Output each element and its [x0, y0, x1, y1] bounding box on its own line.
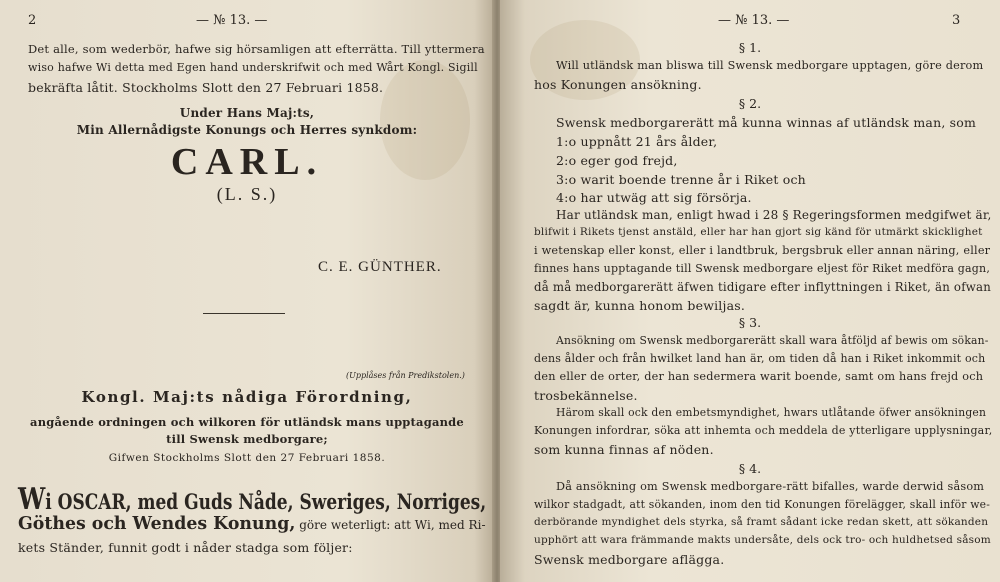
s2-line-10: då må medborgarerätt äfwen tidigare efter inflyttningen i Riket, än ofwan	[534, 280, 991, 294]
seal-mark: (L. S.)	[216, 184, 278, 204]
left-text-line-2: wiso hafwe Wi detta med Egen hand underskrifwit och med Wårt Kongl. Sigill	[28, 61, 478, 74]
left-page	[0, 0, 494, 582]
left-page-header: — № 13. —	[196, 13, 268, 28]
section-1-title: § 1.	[738, 40, 762, 55]
s4-line-2: wilkor stadgadt, att sökanden, inom den tid Konungen förelägger, skall inför we-	[534, 498, 991, 511]
countersignature: C. E. GÜNTHER.	[318, 259, 442, 275]
s1-line-1: Will utländsk man bliswa till Swensk medborgare upptagen, göre derom	[556, 59, 984, 72]
ordinance-subtitle-1: angående ordningen och wilkoren för utländsk mans upptagande	[30, 415, 464, 429]
s4-line-5: Swensk medborgare aflägga.	[534, 552, 725, 567]
source-note: (Upplåses från Predikstolen.)	[346, 371, 465, 380]
section-4-title: § 4.	[738, 461, 762, 476]
royal-signature: CARL.	[170, 141, 324, 183]
s4-line-1: Då ansökning om Swensk medborgare-rätt bifalles, warde derwid såsom	[556, 480, 985, 493]
under-line-2: Min Allernådigste Konungs och Herres synkdom:	[76, 123, 418, 137]
intro-line-2-rest: göre weterligt: att Wi, med Ri-	[295, 517, 486, 532]
s2-line-7: blifwit i Rikets tjenst anstäld, eller har han gjort sig känd för utmärkt skicklighet	[534, 226, 983, 238]
s3-line-4: trosbekännelse.	[534, 388, 638, 403]
s2-line-2: 1:o uppnått 21 års ålder,	[556, 134, 718, 149]
s3-line-1: Ansökning om Swensk medborgarerätt skall wara åtföljd af bewis om sökan-	[556, 334, 989, 347]
s2-line-8: i wetenskap eller konst, eller i landtbruk, bergsbruk eller annan näring, eller	[534, 244, 991, 257]
right-page	[500, 0, 1000, 582]
s3-line-5: Härom skall ock den embetsmyndighet, hwars utlåtande öfwer ansökningen	[556, 406, 987, 419]
s3-line-3: den eller de orter, der han sedermera warit boende, samt om hans frejd och	[534, 370, 984, 383]
divider-rule	[203, 313, 285, 314]
intro-line-2-big: Göthes och Wendes Konung,	[18, 513, 296, 534]
s3-line-7: som kunna finnas af nöden.	[534, 442, 714, 457]
left-page-number: 2	[28, 13, 37, 28]
left-text-line-1: Det alle, som wederbör, hafwe sig hörsamligen att efterrätta. Till yttermera	[28, 42, 485, 56]
ordinance-title: Kongl. Maj:ts nådiga Förordning,	[81, 388, 413, 406]
intro-initial: W	[18, 482, 46, 517]
section-2-title: § 2.	[738, 96, 762, 111]
right-page-number: 3	[952, 13, 961, 28]
intro-line-1	[18, 482, 486, 517]
s2-line-1: Swensk medborgarerätt må kunna winnas af utländsk man, som	[556, 115, 977, 130]
s2-line-4: 3:o warit boende trenne år i Riket och	[556, 172, 806, 187]
section-3-title: § 3.	[738, 315, 762, 330]
given-date: Gifwen Stockholms Slott den 27 Februari 1858.	[108, 452, 386, 464]
s2-line-11: sagdt är, kunna honom bewiljas.	[534, 298, 746, 313]
s2-line-3: 2:o eger god frejd,	[556, 153, 678, 168]
right-page-header: — № 13. —	[718, 13, 790, 28]
s3-line-2: dens ålder och från hwilket land han är, om tiden då han i Riket inkommit och	[534, 352, 986, 365]
s4-line-4: upphört att wara främmande makts undersåte, dels ock tro- och huldhetsed såsom	[534, 534, 991, 546]
intro-line-3: kets Ständer, funnit godt i nåder stadga som följer:	[18, 540, 353, 555]
s2-line-9: finnes hans upptagande till Swensk medborgare eljest för Riket medföra gagn,	[534, 262, 991, 275]
ordinance-subtitle-2: till Swensk medborgare;	[166, 432, 328, 446]
s2-line-5: 4:o har utwäg att sig försörja.	[556, 190, 752, 205]
intro-line-1-text: i OSCAR, med Guds Nåde, Sweriges, Norriges,	[45, 489, 487, 514]
left-text-line-3: bekräfta låtit. Stockholms Slott den 27 Februari 1858.	[28, 80, 384, 95]
s1-line-2: hos Konungen ansökning.	[534, 77, 702, 92]
intro-line-2	[18, 513, 486, 534]
s2-line-6: Har utländsk man, enligt hwad i 28 § Regeringsformen medgifwet är,	[556, 208, 992, 222]
under-line-1: Under Hans Maj:ts,	[179, 106, 315, 120]
s4-line-3: derbörande myndighet dels styrka, så framt sådant icke redan skett, att sökanden	[534, 516, 989, 528]
s3-line-6: Konungen infordrar, söka att inhemta och meddela de ytterligare upplysningar,	[534, 424, 993, 437]
